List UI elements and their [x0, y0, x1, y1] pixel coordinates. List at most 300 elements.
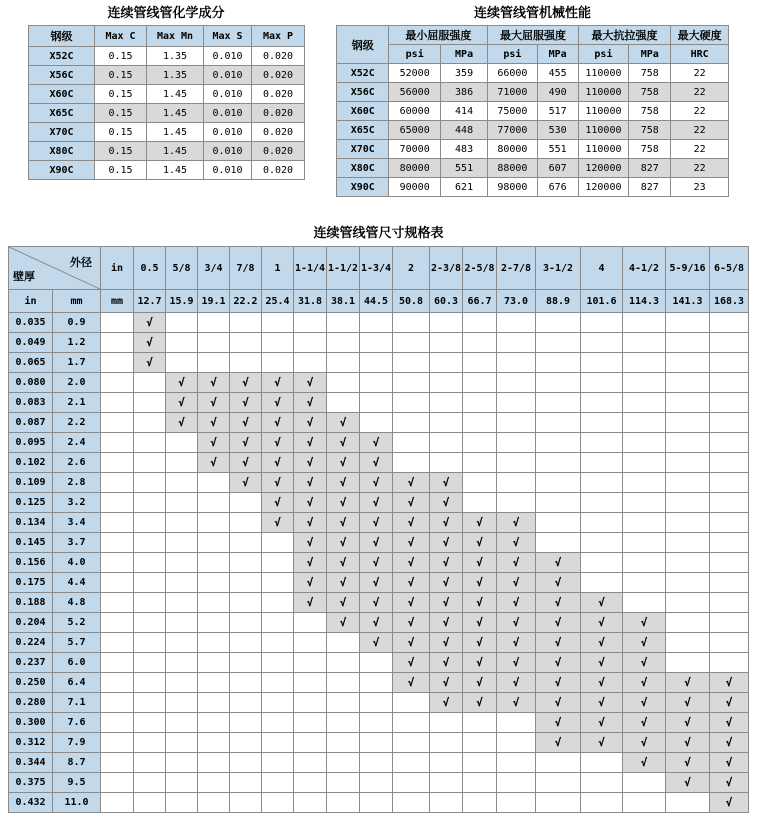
empty-cell	[430, 753, 463, 773]
mech-value-cell: 77000	[488, 121, 537, 140]
empty-cell	[666, 533, 710, 553]
empty-cell	[230, 673, 262, 693]
wt-mm-cell: 1.2	[53, 333, 101, 353]
wt-inch-cell: 0.134	[9, 513, 53, 533]
mech-value-cell: 517	[537, 102, 578, 121]
chem-value-cell: 1.45	[147, 123, 204, 142]
check-icon: √	[554, 616, 562, 629]
empty-cell	[198, 593, 230, 613]
available-cell	[262, 433, 294, 453]
empty-cell	[198, 653, 230, 673]
empty-cell	[430, 353, 463, 373]
check-icon: √	[554, 576, 562, 589]
chem-value-cell: 1.45	[147, 104, 204, 123]
available-cell	[327, 413, 360, 433]
empty-cell	[101, 533, 134, 553]
mech-value-cell: 22	[671, 102, 729, 121]
empty-cell	[581, 373, 623, 393]
mech-group-header: 最大硬度	[671, 26, 729, 45]
empty-cell	[294, 613, 327, 633]
chem-value-cell: 0.15	[95, 123, 147, 142]
empty-cell	[262, 613, 294, 633]
table-row	[9, 393, 749, 413]
empty-cell	[360, 393, 393, 413]
empty-cell	[294, 353, 327, 373]
empty-cell	[710, 413, 749, 433]
empty-cell	[710, 573, 749, 593]
available-cell	[430, 513, 463, 533]
dims-table	[8, 246, 749, 813]
empty-cell	[166, 353, 198, 373]
check-icon: √	[146, 336, 153, 349]
empty-cell	[327, 793, 360, 813]
available-cell	[581, 633, 623, 653]
check-icon: √	[274, 476, 281, 489]
empty-cell	[101, 453, 134, 473]
available-cell	[430, 593, 463, 613]
check-icon: √	[274, 416, 281, 429]
empty-cell	[497, 753, 536, 773]
empty-cell	[393, 453, 430, 473]
check-icon: √	[598, 736, 605, 749]
available-cell	[581, 693, 623, 713]
empty-cell	[262, 553, 294, 573]
check-icon: √	[442, 596, 450, 609]
check-icon: √	[372, 636, 380, 649]
available-cell	[430, 573, 463, 593]
available-cell	[497, 573, 536, 593]
chem-grade-cell: X52C	[29, 47, 95, 66]
wt-inch-cell: 0.049	[9, 333, 53, 353]
od-mm-header: 114.3	[623, 290, 666, 313]
check-icon: √	[407, 676, 415, 689]
check-icon: √	[339, 576, 347, 589]
chem-value-cell: 0.010	[204, 85, 252, 104]
empty-cell	[101, 613, 134, 633]
chem-value-cell: 1.45	[147, 85, 204, 104]
chem-value-cell: 0.020	[252, 47, 305, 66]
empty-cell	[666, 333, 710, 353]
available-cell	[166, 373, 198, 393]
wt-inch-cell: 0.125	[9, 493, 53, 513]
check-icon: √	[339, 596, 347, 609]
available-cell	[360, 613, 393, 633]
empty-cell	[463, 753, 497, 773]
available-cell	[230, 433, 262, 453]
available-cell	[294, 513, 327, 533]
empty-cell	[360, 733, 393, 753]
empty-cell	[262, 653, 294, 673]
empty-cell	[710, 513, 749, 533]
empty-cell	[497, 393, 536, 413]
check-icon: √	[512, 596, 520, 609]
available-cell	[327, 593, 360, 613]
empty-cell	[166, 473, 198, 493]
mech-value-cell: 551	[440, 159, 487, 178]
available-cell	[623, 673, 666, 693]
wt-mm-cell: 3.2	[53, 493, 101, 513]
check-icon: √	[372, 496, 380, 509]
empty-cell	[430, 733, 463, 753]
empty-cell	[327, 313, 360, 333]
available-cell	[360, 433, 393, 453]
wt-mm-cell: 4.0	[53, 553, 101, 573]
empty-cell	[230, 513, 262, 533]
empty-cell	[360, 413, 393, 433]
available-cell	[360, 593, 393, 613]
od-inch-header: 1-1/4	[294, 247, 327, 290]
table-row	[9, 553, 749, 573]
table-row	[337, 140, 729, 159]
chem-value-cell: 1.35	[147, 66, 204, 85]
table-row	[337, 159, 729, 178]
available-cell	[294, 433, 327, 453]
wt-inch-cell: 0.095	[9, 433, 53, 453]
empty-cell	[581, 433, 623, 453]
mech-value-cell: 71000	[488, 83, 537, 102]
table-row	[337, 178, 729, 197]
table-row	[29, 66, 305, 85]
check-icon: √	[407, 576, 415, 589]
table-row	[29, 85, 305, 104]
check-icon: √	[306, 556, 314, 569]
chem-value-cell: 0.020	[252, 142, 305, 161]
wt-mm-cell: 9.5	[53, 773, 101, 793]
available-cell	[327, 493, 360, 513]
chem-grade-cell: X65C	[29, 104, 95, 123]
check-icon: √	[640, 676, 648, 689]
check-icon: √	[554, 636, 562, 649]
table-row	[9, 513, 749, 533]
available-cell	[463, 673, 497, 693]
empty-cell	[327, 393, 360, 413]
empty-cell	[710, 373, 749, 393]
check-icon: √	[725, 776, 733, 789]
chem-value-cell: 0.010	[204, 47, 252, 66]
dims-corner-wt: 壁厚	[13, 270, 35, 283]
wt-mm-cell: 4.8	[53, 593, 101, 613]
empty-cell	[166, 693, 198, 713]
check-icon: √	[339, 436, 347, 449]
available-cell	[262, 373, 294, 393]
empty-cell	[536, 413, 581, 433]
chem-header: Max P	[252, 26, 305, 47]
empty-cell	[294, 773, 327, 793]
empty-cell	[710, 393, 749, 413]
available-cell	[360, 473, 393, 493]
available-cell	[360, 453, 393, 473]
mech-value-cell: 530	[537, 121, 578, 140]
empty-cell	[536, 753, 581, 773]
od-mm-header: 50.8	[393, 290, 430, 313]
od-inch-header: 5/8	[166, 247, 198, 290]
check-icon: √	[146, 316, 153, 329]
empty-cell	[623, 393, 666, 413]
available-cell	[536, 713, 581, 733]
empty-cell	[262, 533, 294, 553]
available-cell	[623, 753, 666, 773]
mech-group-header: 最大抗拉强度	[578, 26, 671, 45]
empty-cell	[623, 453, 666, 473]
chem-grade-cell: X70C	[29, 123, 95, 142]
table-row	[9, 433, 749, 453]
mech-value-cell: 88000	[488, 159, 537, 178]
check-icon: √	[407, 516, 415, 529]
empty-cell	[230, 633, 262, 653]
chem-body	[29, 47, 305, 180]
available-cell	[623, 693, 666, 713]
mech-value-cell: 758	[629, 64, 671, 83]
mech-unit: MPa	[440, 45, 487, 64]
empty-cell	[360, 713, 393, 733]
empty-cell	[134, 793, 166, 813]
check-icon: √	[274, 496, 281, 509]
wt-inch-cell: 0.312	[9, 733, 53, 753]
empty-cell	[198, 633, 230, 653]
empty-cell	[262, 633, 294, 653]
mech-table	[336, 25, 729, 197]
empty-cell	[497, 733, 536, 753]
mech-value-cell: 359	[440, 64, 487, 83]
empty-cell	[536, 353, 581, 373]
check-icon: √	[442, 636, 450, 649]
table-row	[9, 633, 749, 653]
available-cell	[294, 573, 327, 593]
check-icon: √	[554, 716, 562, 729]
available-cell	[294, 373, 327, 393]
check-icon: √	[442, 516, 450, 529]
mech-value-cell: 22	[671, 83, 729, 102]
empty-cell	[198, 733, 230, 753]
mech-value-cell: 65000	[389, 121, 440, 140]
wt-inch-cell: 0.432	[9, 793, 53, 813]
empty-cell	[430, 373, 463, 393]
check-icon: √	[274, 456, 281, 469]
empty-cell	[360, 693, 393, 713]
mech-value-cell: 66000	[488, 64, 537, 83]
mech-value-cell: 827	[629, 178, 671, 197]
available-cell	[430, 493, 463, 513]
empty-cell	[623, 333, 666, 353]
empty-cell	[101, 433, 134, 453]
check-icon: √	[407, 596, 415, 609]
wt-inch-cell: 0.250	[9, 673, 53, 693]
empty-cell	[101, 673, 134, 693]
table-row	[9, 773, 749, 793]
empty-cell	[198, 673, 230, 693]
empty-cell	[360, 673, 393, 693]
empty-cell	[262, 353, 294, 373]
available-cell	[166, 413, 198, 433]
available-cell	[360, 513, 393, 533]
empty-cell	[327, 733, 360, 753]
mech-value-cell: 120000	[578, 159, 628, 178]
empty-cell	[536, 313, 581, 333]
check-icon: √	[306, 516, 314, 529]
table-row	[9, 373, 749, 393]
empty-cell	[198, 573, 230, 593]
check-icon: √	[242, 476, 249, 489]
available-cell	[536, 653, 581, 673]
empty-cell	[710, 493, 749, 513]
empty-cell	[581, 753, 623, 773]
available-cell	[497, 653, 536, 673]
empty-cell	[497, 333, 536, 353]
empty-cell	[198, 473, 230, 493]
empty-cell	[101, 373, 134, 393]
empty-cell	[393, 693, 430, 713]
empty-cell	[710, 653, 749, 673]
available-cell	[623, 613, 666, 633]
empty-cell	[262, 593, 294, 613]
available-cell	[393, 573, 430, 593]
empty-cell	[101, 333, 134, 353]
empty-cell	[166, 513, 198, 533]
empty-cell	[581, 473, 623, 493]
check-icon: √	[512, 676, 520, 689]
available-cell	[710, 673, 749, 693]
table-row	[9, 793, 749, 813]
empty-cell	[198, 773, 230, 793]
wt-mm-cell: 6.0	[53, 653, 101, 673]
available-cell	[497, 693, 536, 713]
available-cell	[497, 673, 536, 693]
empty-cell	[623, 413, 666, 433]
empty-cell	[134, 753, 166, 773]
empty-cell	[360, 793, 393, 813]
empty-cell	[134, 393, 166, 413]
empty-cell	[166, 773, 198, 793]
available-cell	[536, 593, 581, 613]
check-icon: √	[306, 596, 314, 609]
table-row	[9, 733, 749, 753]
wt-mm-cell: 2.6	[53, 453, 101, 473]
empty-cell	[623, 433, 666, 453]
empty-cell	[294, 333, 327, 353]
mech-value-cell: 448	[440, 121, 487, 140]
mech-value-cell: 621	[440, 178, 487, 197]
empty-cell	[666, 373, 710, 393]
available-cell	[262, 493, 294, 513]
table-row	[9, 753, 749, 773]
wt-mm-cell: 5.2	[53, 613, 101, 633]
check-icon: √	[476, 616, 483, 629]
check-icon: √	[640, 616, 648, 629]
empty-cell	[536, 793, 581, 813]
chem-value-cell: 0.15	[95, 104, 147, 123]
empty-cell	[327, 373, 360, 393]
empty-cell	[430, 773, 463, 793]
empty-cell	[101, 793, 134, 813]
empty-cell	[360, 653, 393, 673]
empty-cell	[101, 633, 134, 653]
empty-cell	[497, 413, 536, 433]
empty-cell	[134, 473, 166, 493]
check-icon: √	[339, 516, 347, 529]
empty-cell	[581, 353, 623, 373]
empty-cell	[262, 713, 294, 733]
empty-cell	[294, 793, 327, 813]
wt-mm-cell: 11.0	[53, 793, 101, 813]
check-icon: √	[339, 616, 347, 629]
check-icon: √	[684, 696, 691, 709]
empty-cell	[666, 613, 710, 633]
available-cell	[581, 673, 623, 693]
available-cell	[536, 693, 581, 713]
empty-cell	[666, 473, 710, 493]
empty-cell	[497, 453, 536, 473]
available-cell	[262, 473, 294, 493]
od-mm-header: 31.8	[294, 290, 327, 313]
check-icon: √	[512, 636, 520, 649]
mech-value-cell: 80000	[488, 140, 537, 159]
empty-cell	[134, 513, 166, 533]
check-icon: √	[306, 576, 314, 589]
check-icon: √	[372, 576, 380, 589]
check-icon: √	[554, 696, 562, 709]
chem-value-cell: 1.45	[147, 161, 204, 180]
check-icon: √	[476, 696, 483, 709]
empty-cell	[166, 333, 198, 353]
available-cell	[393, 533, 430, 553]
empty-cell	[101, 513, 134, 533]
table-row	[337, 102, 729, 121]
check-icon: √	[512, 656, 520, 669]
check-icon: √	[554, 736, 562, 749]
check-icon: √	[242, 376, 249, 389]
empty-cell	[463, 773, 497, 793]
chem-grade-cell: X90C	[29, 161, 95, 180]
empty-cell	[134, 373, 166, 393]
empty-cell	[666, 393, 710, 413]
empty-cell	[463, 713, 497, 733]
available-cell	[294, 453, 327, 473]
empty-cell	[536, 453, 581, 473]
check-icon: √	[640, 656, 648, 669]
chem-table	[28, 25, 305, 180]
chem-value-cell: 0.010	[204, 123, 252, 142]
chem-grade-cell: X56C	[29, 66, 95, 85]
mech-value-cell: 52000	[389, 64, 440, 83]
wt-inch-cell: 0.080	[9, 373, 53, 393]
mech-grade-cell: X65C	[337, 121, 389, 140]
mech-header-row	[337, 26, 729, 45]
table-row	[29, 161, 305, 180]
available-cell	[360, 573, 393, 593]
table-row	[9, 593, 749, 613]
empty-cell	[360, 333, 393, 353]
empty-cell	[101, 553, 134, 573]
available-cell	[393, 653, 430, 673]
empty-cell	[393, 413, 430, 433]
empty-cell	[166, 653, 198, 673]
check-icon: √	[372, 476, 380, 489]
available-cell	[262, 393, 294, 413]
empty-cell	[623, 553, 666, 573]
available-cell	[430, 473, 463, 493]
empty-cell	[581, 413, 623, 433]
empty-cell	[666, 453, 710, 473]
available-cell	[497, 533, 536, 553]
empty-cell	[497, 373, 536, 393]
wt-mm-cell: 6.4	[53, 673, 101, 693]
empty-cell	[360, 753, 393, 773]
empty-cell	[623, 573, 666, 593]
empty-cell	[430, 433, 463, 453]
available-cell	[710, 753, 749, 773]
empty-cell	[623, 493, 666, 513]
available-cell	[134, 353, 166, 373]
